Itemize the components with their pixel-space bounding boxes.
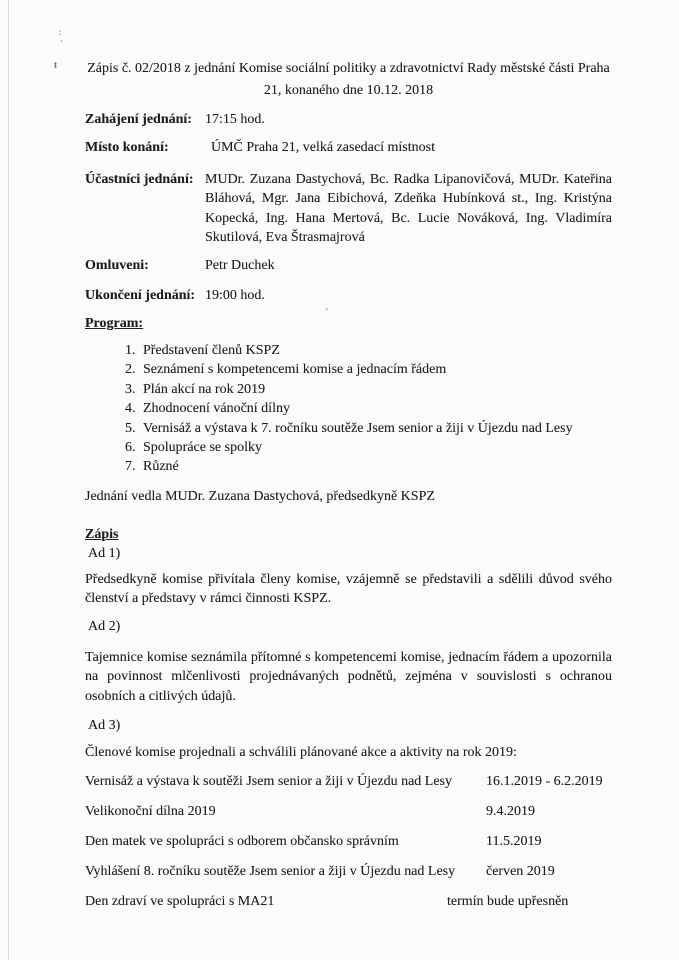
section-text-ad1: Předsedkyně komise přivítala členy komise, vzájemně se představili a sdělili důvod svého členství a představy v rámci činnosti KSPZ. — [85, 572, 612, 607]
event-name: Velikonoční dílna 2019 — [85, 804, 216, 819]
scan-speck: · — [60, 36, 63, 46]
program-item: 6. Spolupráce se spolky — [139, 438, 619, 457]
meta-label-end-time: Ukončení jednání: — [85, 288, 196, 303]
section-text-ad3: Členové komise projednali a schválili plánované akce a aktivity na rok 2019: — [85, 745, 517, 760]
event-date: 11.5.2019 — [486, 834, 542, 849]
program-item: 5. Vernisáž a výstava k 7. ročníku soutěže Jsem senior a žiji v Újezdu nad Lesy — [139, 419, 619, 438]
program-item: 2. Seznámení s kompetencemi komise a jednacím řádem — [139, 360, 619, 379]
section-label-ad1: Ad 1) — [88, 546, 121, 561]
event-name: Vyhlášení 8. ročníku soutěže Jsem senior a žiji v Újezdu nad Lesy — [85, 864, 456, 879]
meta-row-start-time — [85, 110, 612, 129]
meta-row-participants — [85, 170, 612, 246]
event-date: termín bude upřesněn — [447, 894, 569, 909]
event-row — [85, 892, 612, 912]
program-item: 4. Zhodnocení vánoční dílny — [139, 399, 619, 418]
section-label-ad3: Ad 3) — [88, 718, 121, 733]
program-heading: Program: — [85, 316, 144, 331]
program-item: 7. Různé — [139, 457, 619, 476]
program-list — [111, 341, 619, 477]
meta-label-location: Místo konání: — [85, 140, 169, 155]
event-row — [85, 832, 612, 852]
meta-value-end-time: 19:00 hod. — [205, 288, 265, 303]
title-line-1: Zápis č. 02/2018 z jednání Komise sociální politiky a zdravotnictví Rady městské části Praha — [87, 61, 610, 76]
event-date: 16.1.2019 - 6.2.2019 — [486, 774, 603, 789]
event-name: Den zdraví ve spolupráci s MA21 — [85, 894, 275, 909]
meta-row-location — [85, 138, 612, 157]
document-title — [85, 58, 612, 101]
scan-edge-line — [8, 0, 9, 960]
program-item: 3. Plán akcí na rok 2019 — [139, 380, 619, 399]
event-name: Vernisáž a výstava k soutěži Jsem senior a žiji v Újezdu nad Lesy — [85, 774, 453, 789]
event-row — [85, 862, 612, 882]
event-row — [85, 772, 612, 792]
meta-value-location: ÚMČ Praha 21, velká zasedací místnost — [211, 140, 435, 155]
event-date: 9.4.2019 — [486, 804, 535, 819]
scan-speck: : — [59, 27, 62, 37]
title-line-2: 21, konaného dne 10.12. 2018 — [263, 82, 434, 98]
chair-line: Jednání vedla MUDr. Zuzana Dastychová, předsedkyně KSPZ — [85, 489, 435, 504]
meta-row-excused — [85, 256, 612, 275]
meta-value-start-time: 17:15 hod. — [205, 112, 265, 127]
event-date: červen 2019 — [486, 864, 555, 879]
scan-speck: ` — [505, 119, 509, 130]
scan-speck: ' — [326, 307, 328, 318]
meta-value-excused: Petr Duchek — [205, 258, 275, 273]
meta-label-participants: Účastníci jednání: — [85, 172, 194, 187]
program-item: 1. Představení členů KSPZ — [139, 341, 619, 360]
meta-label-start-time: Zahájení jednání: — [85, 112, 192, 127]
minutes-heading: Zápis — [85, 527, 119, 542]
section-label-ad2: Ad 2) — [88, 619, 121, 634]
meta-row-end-time — [85, 286, 612, 305]
meta-label-excused: Omluveni: — [85, 258, 149, 273]
scan-speck: ŧ — [54, 59, 58, 71]
event-row — [85, 802, 612, 822]
meta-value-participants: MUDr. Zuzana Dastychová, Bc. Radka Lipanovičová, MUDr. Kateřina Bláhová, Mgr. Jana Eibichová, Zdeňka Hubínková st., Ing. Kristýna Kopecká, Ing. Hana Mertová, Bc. Lucie Nováková, Ing. Vladimíra Skutilová, Eva Štrasmajrová — [205, 172, 612, 246]
section-text-ad2: Tajemnice komise seznámila přítomné s kompetencemi komise, jednacím řádem a upozornila na povinnost mlčenlivosti projednávaných podnětů, zejména v souvislosti s ochranou osobních a citlivých údajů. — [85, 650, 612, 704]
event-name: Den matek ve spolupráci s odborem občansko správním — [85, 834, 399, 849]
